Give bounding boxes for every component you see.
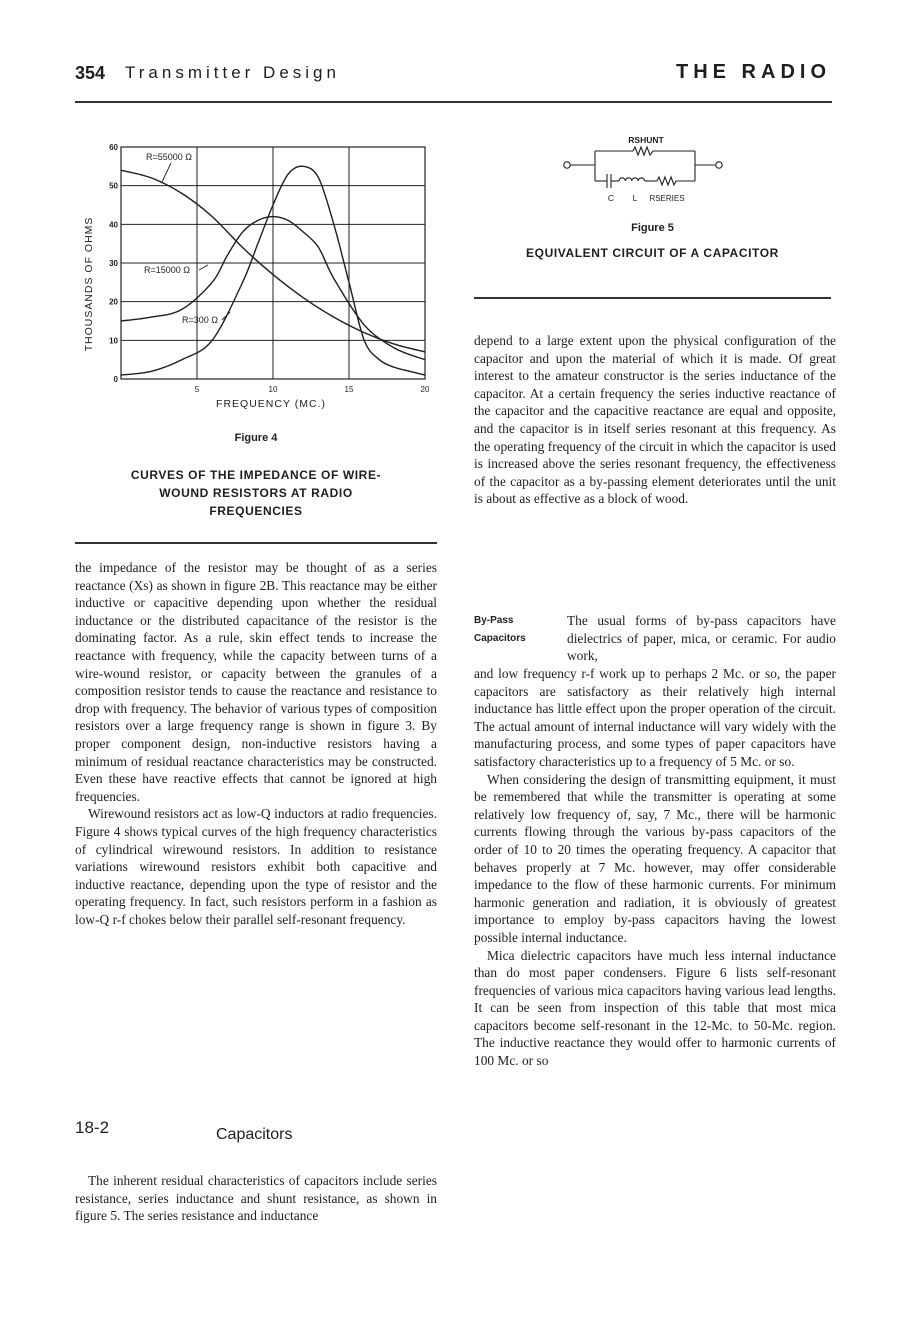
figure-4-chart — [76, 134, 446, 414]
figure-5-label: Figure 5 — [631, 222, 674, 234]
paragraph: depend to a large extent upon the physical configuration of the capacitor and upon the material of which it is made. Of great interest to the amateur constructor is the series inductance of the capacitor. At a certain frequency the series inductive reactance of the capacitor and the capacitive reactance are equal and opposite, and the capacitor is in itself series resonant at this frequency. As the operating frequency of the circuit in which the capacitor is used is increased above the series resonant frequency, the effectiveness of the capacitor as a by-passing element deteriorates until the unit is about as effective as a block of wood. — [474, 333, 836, 507]
label-rseries: RSERIES — [649, 194, 685, 203]
curve-label-15000: R=15000 Ω — [144, 265, 191, 275]
running-title: Transmitter Design — [125, 63, 340, 82]
page-header — [75, 63, 831, 93]
header-rule — [75, 101, 832, 103]
label-c: C — [607, 193, 615, 203]
y-tick-label: 30 — [109, 259, 118, 268]
paragraph: and low frequency r-f work up to perhaps 2 Mc. or so, the paper capacitors are satisfactory as their relatively high internal inductance has little effect upon the proper operation of the circuit. The actual amount of internal inductance will vary widely with the manufacturing process, and some types of paper capacitors have satisfactory characteristics up to a frequency of 5 Mc. or so. — [474, 666, 836, 769]
figure-4-caption-line: FREQUENCIES — [209, 504, 303, 518]
paragraph: the impedance of the resistor may be thought of as a series reactance (Xs) as shown in figure 2B. This reactance may be either inductive or capacitive depending upon whether the residual inductance or the distributed capacitance of the resistor is the dominating factor. As a rule, skin effect tends to increase the reactance with frequency, while the capacity between turns of a wire-wound resistor, or capacity between the granules of a composition resistor tends to cause the reactance and resistance to drop with frequency. The behavior of various types of composition resistors over a large frequency range is shown in figure 3. By proper component design, non-inductive resistors having a minimum of residual reactance characteristics may be constructed. Even these have reactive effects that cannot be ignored at high frequencies. — [75, 560, 437, 804]
paragraph: Wirewound resistors act as low-Q inductors at radio frequencies. Figure 4 shows typical curves of the high frequency characteristics of cylindrical wirewound resistors. In addition to resistance variations wirewound resistors exhibit both capacitive and inductive reactance, depending upon the type of resistor and the operating frequency. In fact, such resistors perform in a fashion as low-Q r-f chokes below their parallel self-resonant frequency. — [75, 806, 437, 927]
x-tick-label: 15 — [344, 385, 354, 394]
curve-label-300-pointer — [222, 312, 230, 320]
sidehead-bypass — [474, 612, 564, 647]
section-text — [75, 1172, 437, 1225]
y-tick-label: 50 — [109, 181, 118, 191]
y-tick-label: 20 — [109, 297, 118, 307]
x-tick-label: 20 — [420, 385, 430, 394]
figure-4-bottom-rule — [75, 542, 437, 544]
x-axis-label: FREQUENCY (MC.) — [216, 398, 326, 410]
figure-4-label: Figure 4 — [234, 432, 278, 444]
figure-4-caption-line: CURVES OF THE IMPEDANCE OF WIRE- — [130, 468, 382, 482]
y-tick-label: 60 — [109, 143, 118, 152]
x-tick-label: 10 — [268, 385, 278, 394]
label-l: L — [632, 193, 638, 203]
x-tick-label: 5 — [194, 385, 200, 394]
sidehead-line: Capacitors — [474, 632, 526, 644]
right-column-text — [474, 332, 836, 508]
figure-4-caption-line: WOUND RESISTORS AT RADIO — [159, 486, 353, 500]
bypass-intro-text: The usual forms of by-pass capacitors have dielectrics of paper, mica, or ceramic. For audio work, — [567, 613, 836, 664]
figure-5-caption: EQUIVALENT CIRCUIT OF A CAPACITOR — [526, 246, 779, 260]
sidehead-line: By-Pass — [474, 615, 514, 626]
curve-label-55000-pointer — [162, 163, 171, 182]
page-number: 354 — [75, 63, 106, 83]
book-title: THE RADIO — [676, 61, 831, 83]
y-tick-label: 0 — [113, 375, 118, 384]
section-number: 18-2 — [75, 1118, 110, 1137]
curve-label-15000-pointer — [199, 265, 208, 270]
y-tick-label: 40 — [109, 220, 118, 230]
paragraph: The inherent residual characteristics of capacitors include series resistance, series inductance and shunt resistance, as shown in figure 5. The series resistance and inductance — [75, 1173, 437, 1224]
section-title: Capacitors — [216, 1126, 293, 1143]
paragraph: Mica dielectric capacitors have much less internal inductance than do most paper condensers. Figure 6 lists self-resonant frequencies of various mica capacitors having various lead lengths. It can be seen from inspection of this table that most mica capacitors become self-resonant in the 12-Mc. to 50-Mc. region. The inductive reactance they would offer to harmonic currents of 100 Mc. or so — [474, 947, 836, 1069]
label-rshunt: RSHUNT — [628, 135, 664, 145]
y-axis-label: THOUSANDS OF OHMS — [83, 216, 95, 352]
y-tick-label: 10 — [109, 336, 118, 346]
curve-label-300: R=300 Ω — [182, 315, 218, 325]
figure-4-caption — [75, 466, 437, 520]
right-column-continued — [474, 665, 836, 1070]
curve-label-55000: R=55000 Ω — [146, 152, 193, 162]
left-column-text — [75, 559, 437, 928]
figure-5-bottom-rule — [474, 297, 831, 299]
figure-5-circuit — [555, 133, 735, 208]
paragraph: When considering the design of transmitting equipment, it must be remembered that while the transmitter is operating at some relatively low frequency of, say, 7 Mc., there will be harmonic currents flowing through the various by-pass capacitors of the order of 10 to 20 times the operating frequency. A capacitor that behaves properly at 7 Mc. however, may offer considerable impedance to the flow of these harmonic currents. For minimum harmonic generation and radiation, it is obviously of greatest importance to employ by-pass capacitors having the lowest possible internal inductance. — [474, 771, 836, 945]
